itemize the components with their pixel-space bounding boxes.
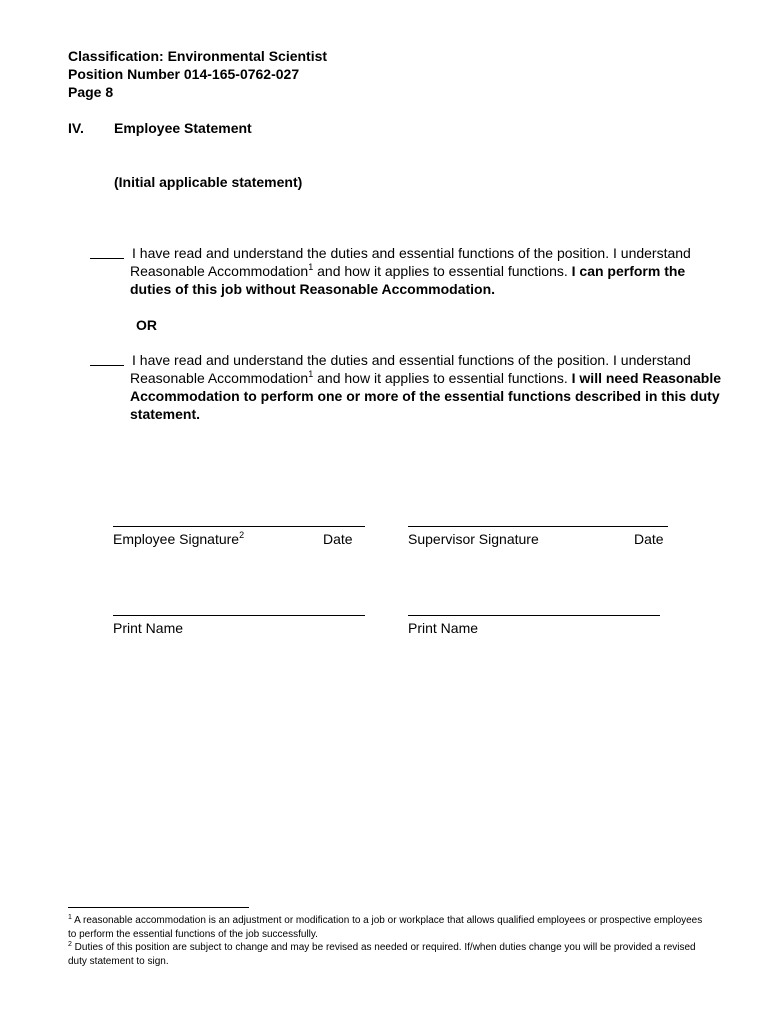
employee-signature-label: [113, 530, 244, 548]
section-number: IV.: [68, 120, 84, 136]
footnote-ref-2: 2: [239, 530, 245, 540]
employee-signature-line[interactable]: [113, 526, 365, 527]
supervisor-date-label: Date: [634, 531, 664, 547]
section-title: Employee Statement: [114, 120, 252, 136]
section-instruction: (Initial applicable statement): [114, 174, 303, 190]
initial-blank-1[interactable]: [90, 258, 124, 259]
footnote-2: [68, 941, 708, 968]
page-number: Page 8: [68, 84, 114, 100]
supervisor-print-name-label: Print Name: [408, 620, 479, 636]
employee-date-label: Date: [323, 531, 353, 547]
footnote-2-marker: 2: [68, 941, 72, 948]
employee-print-name-line[interactable]: [113, 615, 365, 616]
employee-print-name-label: Print Name: [113, 620, 184, 636]
footnote-ref-1: 1: [308, 262, 314, 272]
statement-2-text-b: and how it applies to essential functions.: [313, 370, 572, 386]
supervisor-print-name-line[interactable]: [408, 615, 660, 616]
footnote-1: [68, 914, 708, 941]
footnote-1-text: A reasonable accommodation is an adjustment or modification to a job or workplace that allows qualified employees or prospective employees to perform the essential functions of the job successfully.: [68, 915, 703, 940]
statement-1-text-a: I have read and understand the duties and essential functions of the position. I understand Reasonable Accommodation: [130, 245, 691, 279]
supervisor-signature-label: Supervisor Signature: [408, 531, 539, 547]
footnote-2-text: Duties of this position are subject to change and may be revised as needed or required. If/when duties change you will be provided a revised duty statement to sign.: [68, 942, 696, 967]
statement-1: [130, 244, 730, 298]
statement-2: [130, 351, 730, 423]
initial-blank-2[interactable]: [90, 365, 124, 366]
statement-2-text-a: I have read and understand the duties and essential functions of the position. I understand Reasonable Accommodation: [130, 352, 691, 386]
footnote-separator: [68, 907, 249, 908]
statement-2-bold: I will need Reasonable Accommodation to perform one or more of the essential functions described in this duty statement.: [130, 370, 722, 422]
footnote-1-marker: 1: [68, 914, 72, 921]
statement-1-bold: I can perform the duties of this job without Reasonable Accommodation.: [130, 263, 686, 297]
footnote-ref-1: 1: [308, 369, 314, 379]
position-number: Position Number 014-165-0762-027: [68, 66, 300, 82]
supervisor-signature-line[interactable]: [408, 526, 668, 527]
classification-heading: Classification: Environmental Scientist: [68, 48, 328, 64]
employee-signature-text: Employee Signature: [113, 531, 240, 547]
or-label: OR: [136, 317, 157, 333]
statement-1-text-b: and how it applies to essential functions.: [313, 263, 572, 279]
